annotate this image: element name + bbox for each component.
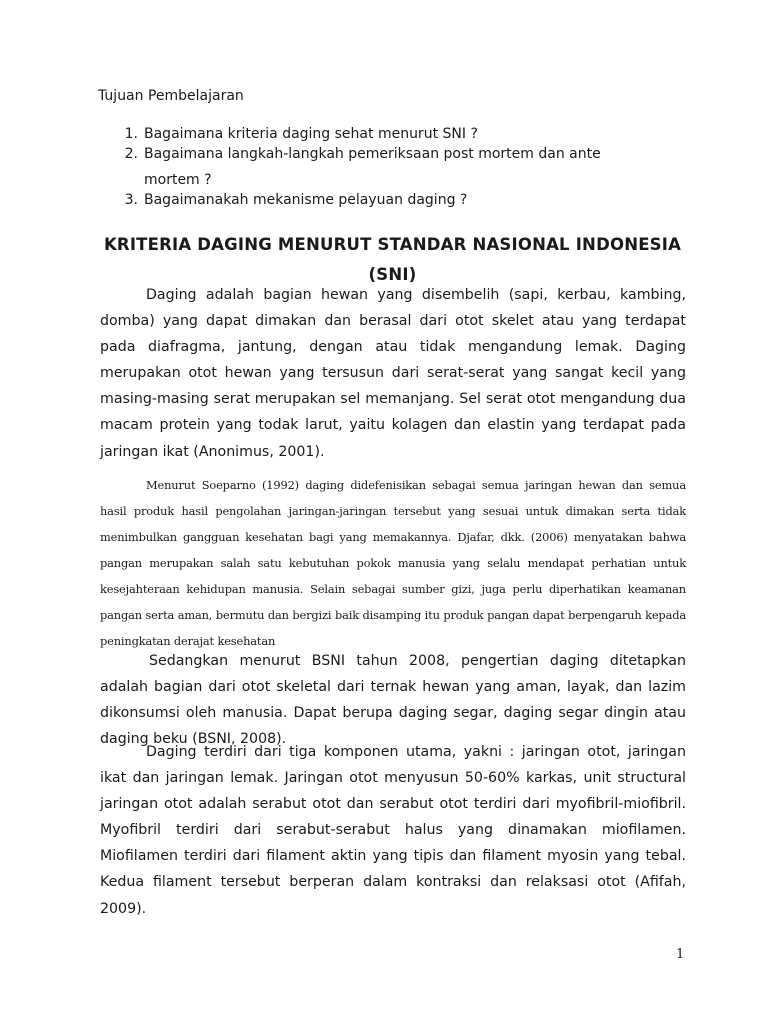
paragraph-components: Daging terdiri dari tiga komponen utama, yakni : jaringan otot, jaringan ikat dan jaringan lemak. Jaringan otot menyusun 50-60% karkas, unit structural jaringan otot adalah serabut otot dan serabut otot terdiri dari myofibril-miofibril. Myofibril terdiri dari serabut-serabut halus yang dinamakan miofilamen. Miofilamen terdiri dari filament aktin yang tipis dan filament myosin yang tebal. Kedua filament tersebut berperan dalam kontraksi dan relaksasi otot (Afifah, 2009).: [100, 744, 686, 917]
section-title: KRITERIA DAGING MENURUT STANDAR NASIONAL INDONESIA (SNI): [103, 235, 682, 284]
page-number: 1: [676, 947, 685, 962]
list-number: 2.: [124, 146, 138, 162]
list-item-text: Bagaimana kriteria daging sehat menurut SNI ?: [144, 126, 478, 142]
list-number: 3.: [124, 192, 138, 208]
paragraph-soeparno: Menurut Soeparno (1992) daging didefenisikan sebagai semua jaringan hewan dan semua hasil produk hasil pengolahan jaringan-jaringan tersebut yang sesuai untuk dimakan serta tidak menimbulkan gangguan kesehatan bagi yang memakannya. Djafar, dkk. (2006) menyatakan bahwa pangan merupakan salah satu kebutuhan pokok manusia yang selalu mendapat perhatian untuk kesejahteraan kehidupan manusia. Selain sebagai sumber gizi, juga perlu diperhatikan keamanan pangan serta aman, bermutu dan bergizi baik disamping itu produk pangan dapat berpengaruh kepada peningkatan derajat kesehatan: [100, 478, 686, 648]
objectives-list: [100, 124, 660, 210]
list-item: [100, 190, 660, 210]
list-item-text: Bagaimana langkah-langkah pemeriksaan post mortem dan ante mortem ?: [144, 146, 601, 188]
paragraph-definition: Daging adalah bagian hewan yang disembelih (sapi, kerbau, kambing, domba) yang dapat dimakan dan berasal dari otot skelet atau yang terdapat pada diafragma, jantung, dengan atau tidak mengandung lemak. Daging merupakan otot hewan yang tersusun dari serat-serat yang sangat kecil yang masing-masing serat merupakan sel memanjang. Sel serat otot mengandung dua macam protein yang todak larut, yaitu kolagen dan elastin yang terdapat pada jaringan ikat (Anonimus, 2001).: [100, 287, 686, 460]
list-item: [100, 144, 660, 193]
paragraph-bsni: Sedangkan menurut BSNI tahun 2008, pengertian daging ditetapkan adalah bagian dari otot skeletal dari ternak hewan yang aman, layak, dan lazim dikonsumsi oleh manusia. Dapat berupa daging segar, daging segar dingin atau daging beku (BSNI, 2008).: [100, 653, 686, 748]
list-number: 1.: [124, 126, 138, 142]
learning-objectives-heading: Tujuan Pembelajaran: [98, 88, 244, 104]
list-item-text: Bagaimanakah mekanisme pelayuan daging ?: [144, 192, 468, 208]
